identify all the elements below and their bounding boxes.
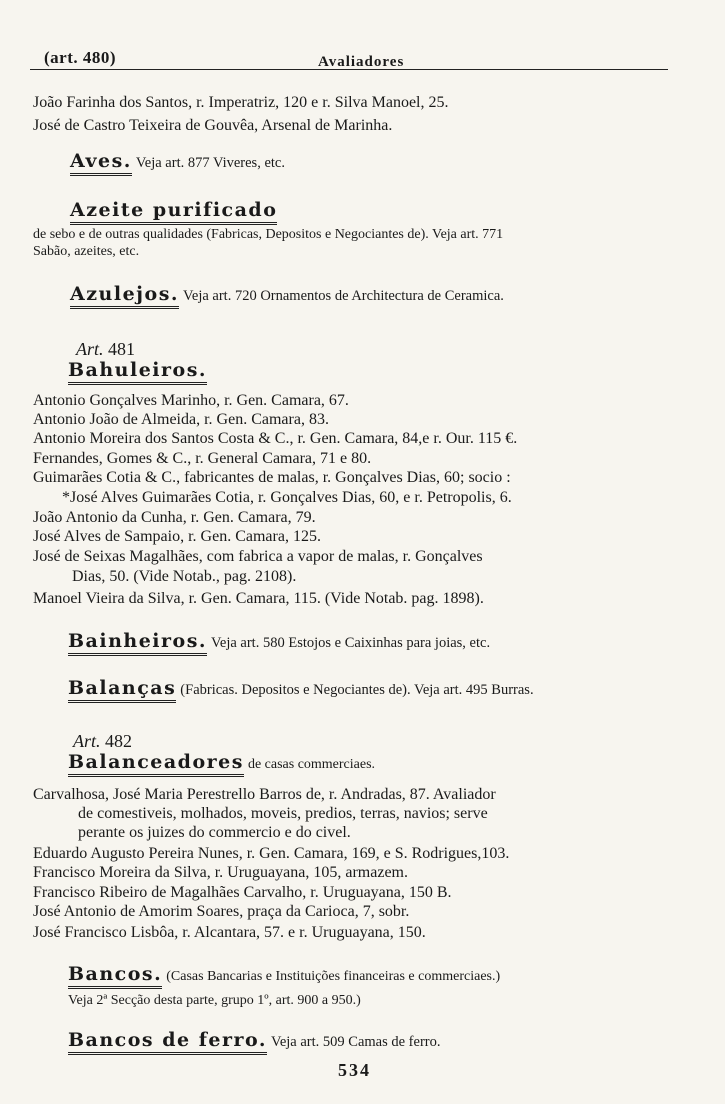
see-reference: Veja art. 720 Ornamentos de Architectura de Ceramica. [183,288,504,304]
section-heading: Bancos de ferro. [68,1029,267,1055]
entry-line: perante os juizes do commercio e do civel. [78,824,351,841]
entry-line: Sabão, azeites, etc. [33,244,140,259]
header-rule [30,69,668,70]
section-heading: Balanceadores [68,751,244,777]
heading-suffix: de casas commerciaes. [247,757,376,772]
article-word: Art. [73,731,101,751]
section-aves [70,150,285,172]
entry-line: Manoel Vieira da Silva, r. Gen. Camara, 115. (Vide Notab. pag. 1898). [33,590,484,607]
see-reference: Veja art. 509 Camas de ferro. [270,1034,441,1050]
entry-line: de sebo e de outras qualidades (Fabricas, Depositos e Negociantes de). Veja art. 771 [33,227,504,242]
see-reference: (Fabricas. Depositos e Negociantes de). Veja art. 495 Burras. [180,682,534,698]
entry-line: de comestiveis, molhados, moveis, predios, terras, navios; serve [78,805,488,822]
section-heading: Aves. [70,150,132,176]
section-bahuleiros [68,359,207,381]
entry-line: Fernandes, Gomes & C., r. General Camara, 71 e 80. [33,450,372,467]
section-azeite [70,199,277,221]
section-bainheiros [68,630,490,652]
article-label [73,731,132,752]
article-number: 481 [108,339,136,359]
entry-line: José de Seixas Magalhães, com fabrica a vapor de malas, r. Gonçalves [33,548,483,565]
section-bancos [68,963,500,985]
entry-line: Antonio João de Almeida, r. Gen. Camara, 83. [33,411,329,428]
page-title: Avaliadores [318,54,405,70]
article-number: 482 [105,731,133,751]
section-balancas [68,677,534,699]
article-reference: (art. 480) [44,48,117,67]
entry-line: *José Alves Guimarães Cotia, r. Gonçalves Dias, 60, e r. Petropolis, 6. [62,489,512,506]
entry-line: Carvalhosa, José Maria Perestrello Barros de, r. Andradas, 87. Avaliador [33,786,496,803]
entry-line: Francisco Ribeiro de Magalhães Carvalho, r. Uruguayana, 150 B. [33,884,452,901]
see-reference: Veja art. 580 Estojos e Caixinhas para joias, etc. [211,635,491,651]
entry-line: Francisco Moreira da Silva, r. Uruguayana, 105, armazem. [33,864,408,881]
section-heading: Bainheiros. [68,630,207,656]
entry-line: Guimarães Cotia & C., fabricantes de malas, r. Gonçalves Dias, 60; socio : [33,469,511,486]
page-number: 534 [338,1060,371,1080]
entry-line: José Francisco Lisbôa, r. Alcantara, 57. e r. Uruguayana, 150. [33,924,426,941]
section-heading: Azulejos. [70,283,179,309]
see-reference: Veja art. 877 Viveres, etc. [135,155,285,171]
entry-line: João Farinha dos Santos, r. Imperatriz, 120 e r. Silva Manoel, 25. [33,94,449,111]
article-word: Art. [76,339,104,359]
section-heading: Bahuleiros. [68,359,207,385]
article-label [76,339,135,360]
entry-line: José Alves de Sampaio, r. Gen. Camara, 125. [33,528,321,545]
entry-line: José Antonio de Amorim Soares, praça da Carioca, 7, sobr. [33,903,410,920]
section-heading: Azeite purificado [70,199,277,225]
entry-line: Antonio Gonçalves Marinho, r. Gen. Camara, 67. [33,392,349,409]
section-balanceadores [68,751,375,773]
entry-line: Antonio Moreira dos Santos Costa & C., r. Gen. Camara, 84,e r. Our. 115 €. [33,430,518,447]
section-heading: Bancos. [68,963,162,989]
section-bancos-de-ferro [68,1029,440,1051]
entry-line: Dias, 50. (Vide Notab., pag. 2108). [72,568,297,585]
see-reference: (Casas Bancarias e Instituições financeiras e commerciaes.) [166,969,501,984]
entry-line: João Antonio da Cunha, r. Gen. Camara, 79. [33,509,316,526]
entry-line: Eduardo Augusto Pereira Nunes, r. Gen. Camara, 169, e S. Rodrigues,103. [33,845,510,862]
entry-line: Veja 2ª Secção desta parte, grupo 1º, art. 900 a 950.) [68,993,361,1008]
entry-line: José de Castro Teixeira de Gouvêa, Arsenal de Marinha. [33,117,393,134]
section-heading: Balanças [68,677,176,703]
section-azulejos [70,283,504,305]
